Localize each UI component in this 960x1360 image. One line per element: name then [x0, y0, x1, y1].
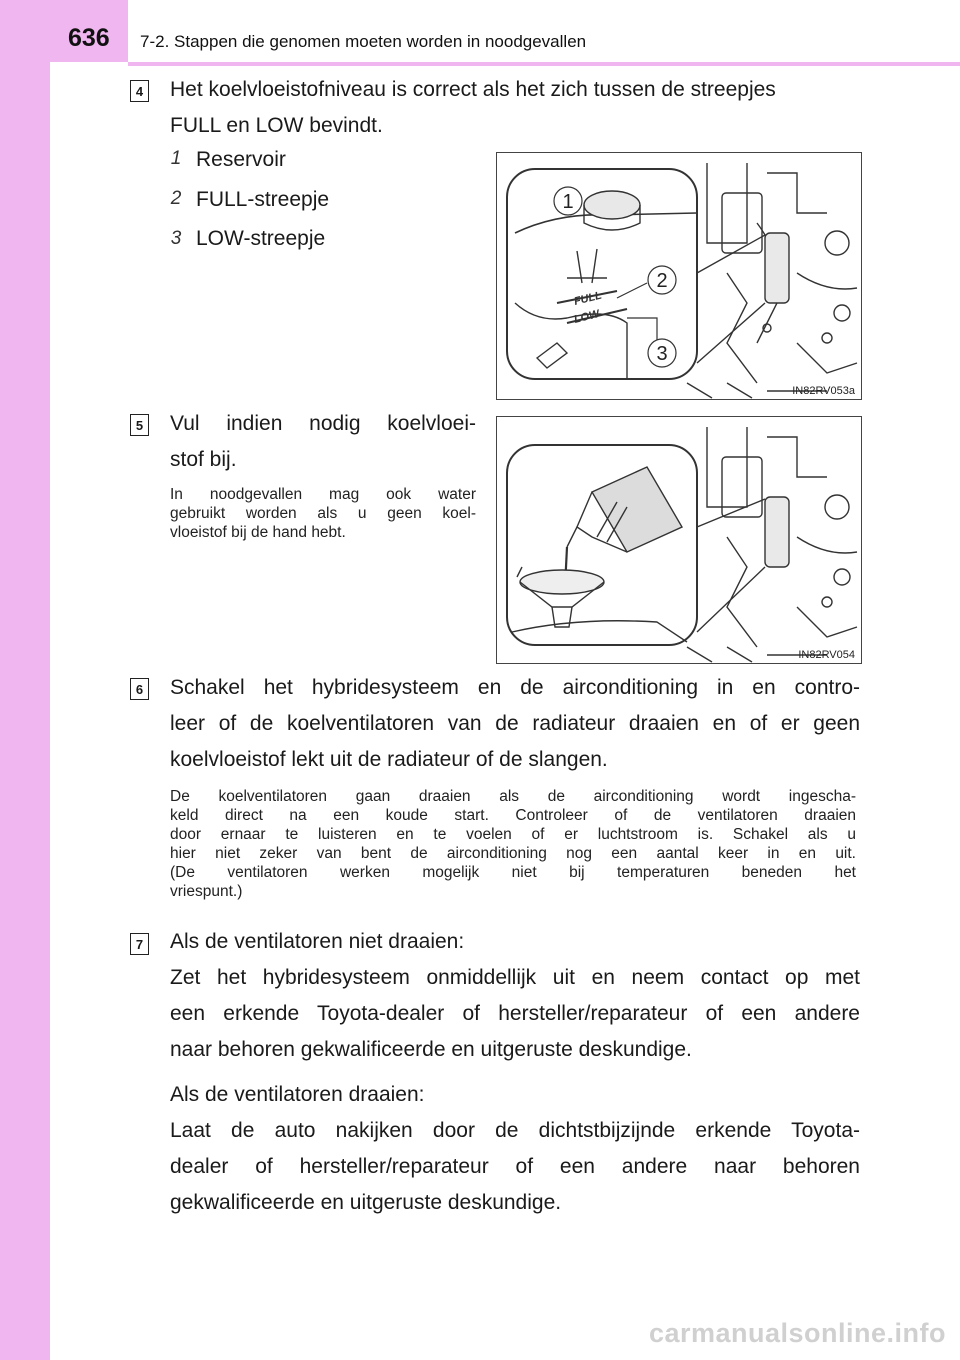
step5-note-line3: vloeistof bij de hand hebt. — [170, 524, 346, 541]
step6-note-line2: keld direct na een koude start. Controleer of de ventilatoren draaien — [170, 807, 856, 824]
header-rule — [128, 62, 960, 66]
figure-coolant-reservoir-level — [496, 152, 862, 400]
step7-line-b3: dealer of hersteller/reparateur of een andere naar behoren — [170, 1155, 860, 1178]
header — [50, 0, 960, 62]
step7-line-a4: naar behoren gekwalificeerde en uitgeruste deskundige. — [170, 1038, 692, 1061]
step5-text-line2: stof bij. — [170, 448, 237, 471]
step6-note-line4: hier niet zeker van bent de airconditioning nog een aantal keer in en uit. — [170, 845, 856, 862]
step7-line-a1: Als de ventilatoren niet draaien: — [170, 930, 465, 953]
step4-text-line2: FULL en LOW bevindt. — [170, 114, 383, 137]
step6-text-line1: Schakel het hybridesysteem en de airconditioning in en contro- — [170, 676, 860, 699]
step6-text-line2: leer of de koelventilatoren van de radiateur draaien en of er geen — [170, 712, 860, 735]
figure-code: IN82RV054 — [798, 649, 855, 661]
callout-number-3: 3 — [170, 228, 182, 249]
low-mark-label: LOW — [572, 308, 601, 326]
section-title: 7-2. Stappen die genomen moeten worden in noodgevallen — [140, 32, 587, 51]
step6-text-line3: koelvloeistof lekt uit de radiateur of de slangen. — [170, 748, 608, 771]
step7-line-a3: een erkende Toyota-dealer of hersteller/reparateur of een andere — [170, 1002, 860, 1025]
watermark: carmanualsonline.info — [648, 1318, 946, 1348]
page-number: 636 — [68, 24, 110, 52]
step7-line-a2: Zet het hybridesysteem onmiddellijk uit en neem contact op met — [170, 966, 860, 989]
figure-callout-1: 1 — [562, 191, 574, 213]
step6-note-line1: De koelventilatoren gaan draaien als de airconditioning wordt ingescha- — [170, 788, 856, 805]
figure-callout-3: 3 — [656, 343, 668, 365]
step6-note-line5: (De ventilatoren werken mogelijk niet bij temperaturen beneden het — [170, 864, 856, 881]
step7-line-b2: Laat de auto nakijken door de dichtstbijzijnde erkende Toyota- — [170, 1119, 860, 1142]
step7-line-b1: Als de ventilatoren draaien: — [170, 1083, 425, 1106]
callout-label-low: LOW-streepje — [196, 227, 326, 250]
figure-callout-2: 2 — [656, 270, 668, 292]
step7-line-b4: gekwalificeerde en uitgeruste deskundige. — [170, 1191, 562, 1214]
step6-note-line6: vriespunt.) — [170, 883, 243, 900]
coolant-pouring-illustration — [497, 417, 861, 663]
callout-number-2: 2 — [170, 188, 182, 209]
callout-number-1: 1 — [170, 148, 182, 169]
step5-text-line1: Vul indien nodig koelvloei- — [170, 412, 476, 435]
step-number-4: 4 — [130, 80, 149, 102]
step6-note-line3: door ernaar te luisteren en te voelen of er luchtstroom is. Schakel als u — [170, 826, 856, 843]
callout-label-full: FULL-streepje — [196, 188, 330, 211]
engine-bay-illustration — [497, 153, 861, 399]
callout-label-reservoir: Reservoir — [196, 148, 286, 171]
full-mark-label: FULL — [572, 289, 604, 308]
figure-add-coolant — [496, 416, 862, 664]
figure-code: IN82RV053a — [792, 385, 855, 397]
step5-note-line1: In noodgevallen mag ook water — [170, 486, 476, 503]
side-color-band — [0, 0, 50, 1360]
step5-note-line2: gebruikt worden als u geen koel- — [170, 505, 476, 522]
step4-text-line1: Het koelvloeistofniveau is correct als het zich tussen de streepjes — [170, 78, 776, 101]
step-number-7: 7 — [130, 933, 149, 955]
step-number-6: 6 — [130, 678, 149, 700]
step-number-5: 5 — [130, 414, 149, 436]
